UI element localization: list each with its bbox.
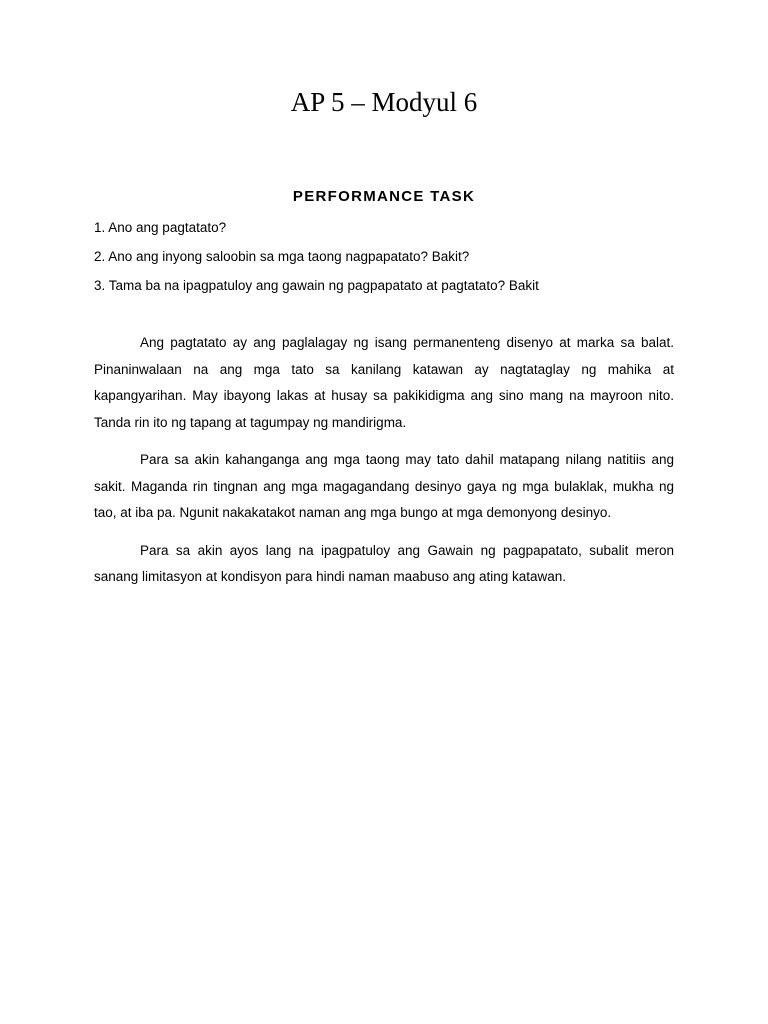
paragraph: Ang pagtatato ay ang paglalagay ng isang permanenteng disenyo at marka sa balat. Pinaninwalaan na ang mga tato sa kanilang katawan ay nagtataglay ng mahika at kapangyarihan. May ibayong lakas at husay sa pakikidigma ang sino mang na mayroon nito. Tanda rin ito ng tapang at tagumpay ng mandirigma. [94,335,674,430]
question-item: 1. Ano ang pagtatato? [94,220,227,235]
paragraph: Para sa akin kahanganga ang mga taong may tato dahil matapang nilang natitiis ang sakit. Maganda rin tingnan ang mga magagandang desinyo gaya ng mga bulaklak, mukha ng tao, at iba pa. Ngunit nakakatakot naman ang mga bungo at mga demonyong desinyo. [94,452,674,520]
question-item: 3. Tama ba na ipagpatuloy ang gawain ng pagpapatato at pagtatato? Bakit [94,278,539,293]
question-list [94,217,694,304]
paragraph: Para sa akin ayos lang na ipagpatuloy ang Gawain ng pagpapatato, subalit meron sanang limitasyon at kondisyon para hindi naman maabuso ang ating katawan. [94,542,674,584]
document-title: AP 5 – Modyul 6 [290,87,478,117]
question-item: 2. Ano ang inyong saloobin sa mga taong nagpapatato? Bakit? [94,249,470,264]
section-heading: PERFORMANCE TASK [292,188,476,205]
answer-body [94,330,674,602]
